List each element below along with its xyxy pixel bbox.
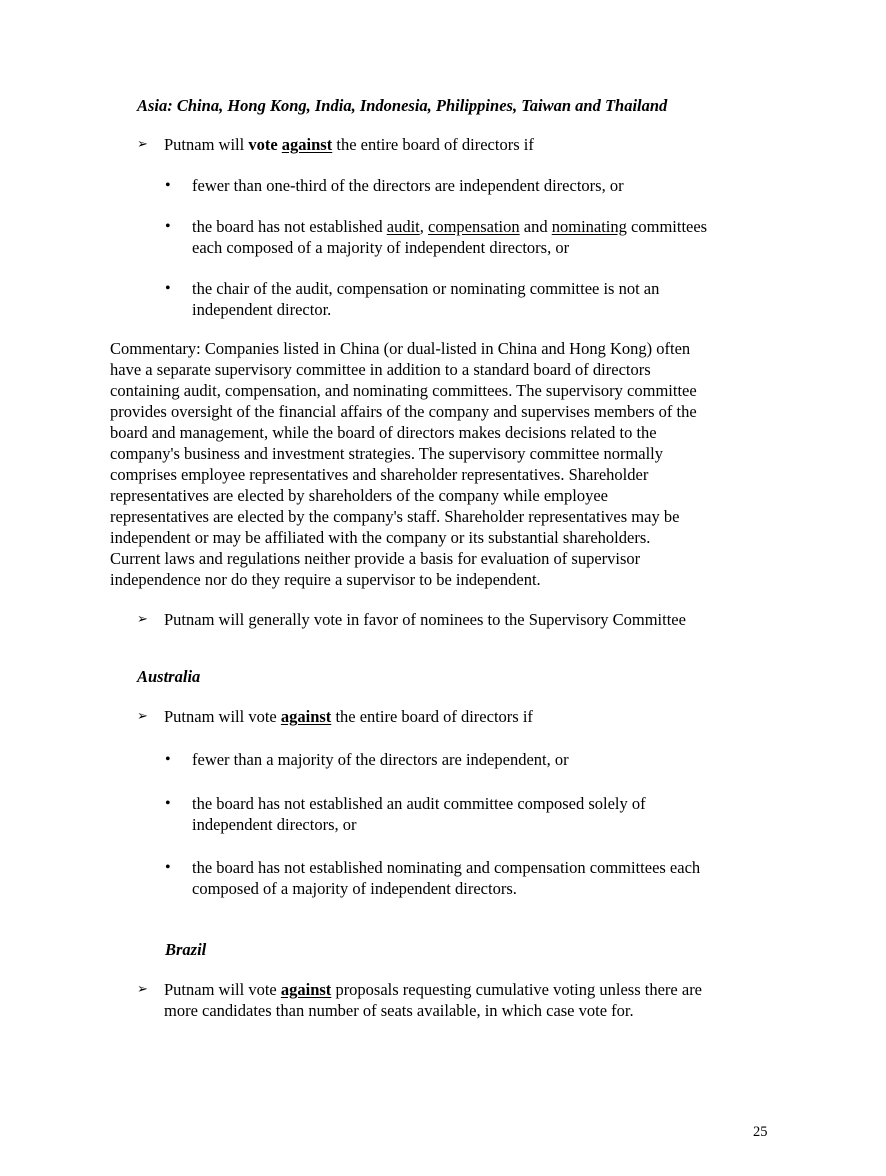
- supervisory-committee-policy: Putnam will generally vote in favor of nominees to the Supervisory Committee: [164, 610, 686, 629]
- commentary-line: independent or may be affiliated with the company or its substantial shareholders.: [110, 528, 651, 547]
- b2-audit: audit: [386, 217, 420, 236]
- bullet-icon: •: [165, 751, 171, 768]
- policy-against: against: [280, 707, 332, 726]
- b2-comma: ,: [419, 217, 428, 236]
- policy-line2: more candidates than number of seats available, in which case vote for.: [164, 1001, 634, 1020]
- commentary-line: provides oversight of the financial affairs of the company and supervises members of the: [110, 402, 697, 421]
- section-heading-australia: Australia: [137, 667, 201, 686]
- asia-bullet-3: [192, 278, 659, 320]
- b2-pre: the board has not established: [192, 217, 387, 236]
- commentary-line: company's business and investment strategies. The supervisory committee normally: [110, 444, 664, 463]
- policy-prefix: Putnam will vote: [164, 707, 281, 726]
- arrow-bullet-icon: ➢: [137, 982, 148, 997]
- b3-line1: the chair of the audit, compensation or nominating committee is not an: [192, 279, 660, 298]
- arrow-bullet-icon: ➢: [137, 709, 148, 724]
- asia-board-policy: [164, 134, 534, 155]
- b2-and: and: [519, 217, 552, 236]
- policy-against: against: [280, 980, 332, 999]
- bullet-icon: •: [165, 859, 171, 876]
- policy-suffix: the entire board of directors if: [331, 707, 533, 726]
- bullet-icon: •: [165, 280, 171, 297]
- brazil-cumulative-voting-policy: [164, 979, 702, 1021]
- commentary-paragraph: [110, 338, 697, 590]
- section-heading-brazil: Brazil: [165, 940, 207, 959]
- b3-line2: independent director.: [192, 300, 332, 319]
- commentary-line: comprises employee representatives and shareholder representatives. Shareholder: [110, 465, 649, 484]
- section-heading-asia: Asia: China, Hong Kong, India, Indonesia, Philippines, Taiwan and Thailand: [137, 96, 668, 115]
- arrow-bullet-icon: ➢: [137, 137, 148, 152]
- australia-bullet-3: [192, 857, 700, 899]
- b2-line2: each composed of a majority of independent directors, or: [192, 238, 570, 257]
- bullet-icon: •: [165, 177, 171, 194]
- commentary-line: independence nor do they require a supervisor to be independent.: [110, 570, 541, 589]
- b2-compensation: compensation: [428, 217, 520, 236]
- policy-against: against: [281, 135, 333, 154]
- commentary-line: board and management, while the board of directors makes decisions related to the: [110, 423, 657, 442]
- au-b2-line2: independent directors, or: [192, 815, 357, 834]
- commentary-line: Commentary: Companies listed in China (or dual-listed in China and Hong Kong) often: [110, 339, 691, 358]
- asia-bullet-1: fewer than one-third of the directors are independent directors, or: [192, 176, 624, 195]
- commentary-line: Current laws and regulations neither provide a basis for evaluation of supervisor: [110, 549, 641, 568]
- b2-post: committees: [626, 217, 708, 236]
- australia-bullet-1: fewer than a majority of the directors are independent, or: [192, 750, 569, 769]
- commentary-line: representatives are elected by shareholders of the company while employee: [110, 486, 608, 505]
- policy-prefix: Putnam will vote: [164, 980, 281, 999]
- policy-vote: vote: [248, 135, 278, 154]
- australia-bullet-2: [192, 793, 646, 835]
- au-b3-line2: composed of a majority of independent directors.: [192, 879, 517, 898]
- asia-bullet-2: [192, 216, 707, 258]
- commentary-line: containing audit, compensation, and nominating committees. The supervisory committee: [110, 381, 697, 400]
- policy-suffix: the entire board of directors if: [332, 135, 534, 154]
- b2-nominating: nominating: [551, 217, 627, 236]
- policy-prefix: Putnam will: [164, 135, 249, 154]
- bullet-icon: •: [165, 218, 171, 235]
- au-b3-line1: the board has not established nominating and compensation committees each: [192, 858, 701, 877]
- bullet-icon: •: [165, 795, 171, 812]
- commentary-line: have a separate supervisory committee in addition to a standard board of directors: [110, 360, 651, 379]
- policy-suffix: proposals requesting cumulative voting unless there are: [331, 980, 703, 999]
- commentary-line: representatives are elected by the company's staff. Shareholder representatives may be: [110, 507, 680, 526]
- page-number: 25: [753, 1124, 768, 1140]
- arrow-bullet-icon: ➢: [137, 612, 148, 627]
- australia-board-policy: [164, 706, 533, 727]
- au-b2-line1: the board has not established an audit committee composed solely of: [192, 794, 646, 813]
